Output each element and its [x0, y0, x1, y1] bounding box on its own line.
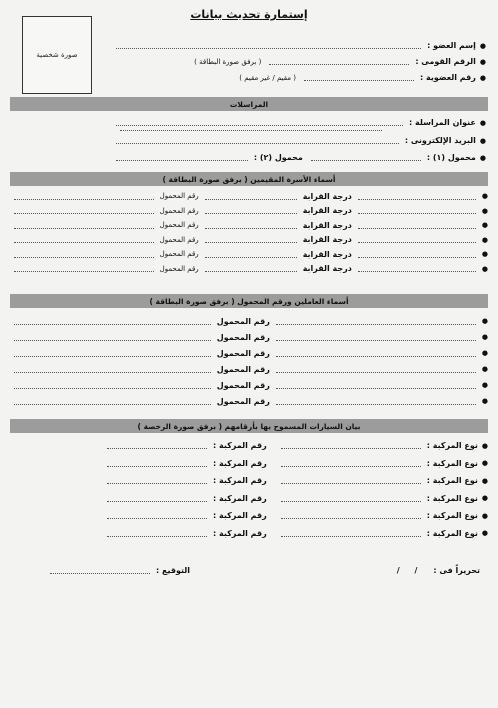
car-plate-field[interactable] [107, 518, 207, 519]
mobile-label: رقم المحمول [159, 221, 199, 230]
worker-name-field[interactable] [276, 356, 476, 357]
relation-label: درجة القرابة [302, 235, 352, 245]
bullet-icon: ● [479, 153, 486, 162]
bullet-icon: ● [479, 41, 486, 50]
relation-field[interactable] [205, 199, 297, 200]
relation-field[interactable] [205, 271, 297, 272]
mobile-label: رقم المحمول [159, 264, 199, 273]
address-label: عنوان المراسلة : [408, 118, 476, 127]
address-field[interactable] [116, 125, 403, 126]
car-type-field[interactable] [281, 518, 421, 519]
car-row [14, 472, 488, 490]
car-row [14, 507, 488, 525]
signature-label: التوقيع : [156, 566, 190, 575]
bullet-icon: ● [481, 235, 488, 244]
name-label: إسم العضو : [427, 41, 476, 50]
bullet-icon: ● [479, 57, 486, 66]
family-title: أسماء الأسرة المقيمين ( برفق صورة البطاقة ) [162, 174, 336, 184]
relation-field[interactable] [205, 213, 297, 214]
car-row [14, 455, 488, 473]
address-line2[interactable] [120, 130, 382, 131]
membership-field[interactable] [304, 80, 414, 81]
worker-mobile-field[interactable] [14, 356, 211, 357]
car-type-label: نوع المركبة : [426, 458, 478, 468]
membership-note: ( مقيم / غير مقيم ) [239, 73, 296, 82]
national-id-label: الرقم القومى : [415, 57, 476, 66]
worker-mobile-label: رقم المحمول [216, 348, 270, 358]
bullet-icon: ● [481, 511, 488, 520]
worker-mobile-label: رقم المحمول [216, 364, 270, 374]
mobile-row [116, 153, 486, 162]
car-row [14, 437, 488, 455]
email-field[interactable] [116, 143, 399, 144]
mobile2-label: محمول (٢) : [253, 153, 303, 162]
worker-row [14, 329, 488, 345]
relation-label: درجة القرابة [302, 191, 352, 201]
correspondence-title: المراسلات [229, 99, 269, 109]
worker-row [14, 313, 488, 329]
family-name-field[interactable] [358, 242, 476, 243]
car-plate-field[interactable] [107, 501, 207, 502]
family-row [14, 262, 488, 277]
mobile-field[interactable] [14, 242, 154, 243]
car-row [14, 525, 488, 543]
date-row [397, 566, 480, 575]
national-id-note: ( برفق صورة البطاقة ) [194, 57, 262, 66]
signature-row [50, 566, 190, 575]
family-name-field[interactable] [358, 199, 476, 200]
mobile1-label: محمول (١) : [426, 153, 476, 162]
car-type-label: نوع المركبة : [426, 493, 478, 503]
worker-row [14, 393, 488, 409]
cars-title: بيان السيارات المسموح بها بأرقامهم ( برفق صورة الرخصة ) [137, 421, 361, 431]
correspondence-section-bar [10, 97, 488, 111]
mobile-label: رقم المحمول [159, 250, 199, 259]
relation-field[interactable] [205, 242, 297, 243]
car-type-field[interactable] [281, 466, 421, 467]
car-type-label: نوع المركبة : [426, 476, 478, 486]
car-type-label: نوع المركبة : [426, 528, 478, 538]
relation-label: درجة القرابة [302, 249, 352, 259]
worker-mobile-field[interactable] [14, 340, 211, 341]
worker-mobile-field[interactable] [14, 324, 211, 325]
family-name-field[interactable] [358, 213, 476, 214]
car-row [14, 490, 488, 508]
car-type-field[interactable] [281, 536, 421, 537]
bullet-icon: ● [481, 349, 488, 357]
bullet-icon: ● [479, 118, 486, 127]
family-name-field[interactable] [358, 271, 476, 272]
bullet-icon: ● [481, 206, 488, 215]
mobile-label: رقم المحمول [159, 192, 199, 201]
workers-section-bar [10, 294, 488, 308]
form-title: إستمارة تحديث بيانات [190, 8, 308, 21]
workers-list [14, 313, 488, 409]
car-plate-label: رقم المركبة : [213, 441, 267, 451]
workers-title: أسماء العاملين ورقم المحمول ( برفق صورة البطاقة ) [149, 296, 349, 306]
mobile-label: رقم المحمول [159, 235, 199, 244]
car-type-field[interactable] [281, 448, 421, 449]
bullet-icon: ● [481, 476, 488, 485]
family-name-field[interactable] [358, 228, 476, 229]
name-row [116, 41, 486, 50]
car-plate-field[interactable] [107, 448, 207, 449]
bullet-icon: ● [481, 459, 488, 468]
car-plate-label: رقم المركبة : [213, 528, 267, 538]
bullet-icon: ● [479, 73, 486, 82]
family-row [14, 204, 488, 219]
mobile-field[interactable] [14, 257, 154, 258]
family-section-bar [10, 172, 488, 186]
bullet-icon: ● [481, 529, 488, 538]
relation-label: درجة القرابة [302, 264, 352, 274]
worker-row [14, 377, 488, 393]
bullet-icon: ● [481, 365, 488, 373]
car-type-label: نوع المركبة : [426, 511, 478, 521]
signature-field[interactable] [50, 573, 150, 574]
relation-field[interactable] [205, 257, 297, 258]
car-plate-field[interactable] [107, 483, 207, 484]
car-plate-label: رقم المركبة : [213, 511, 267, 521]
national-id-field[interactable] [269, 64, 409, 65]
relation-label: درجة القرابة [302, 220, 352, 230]
worker-mobile-label: رقم المحمول [216, 396, 270, 406]
worker-name-field[interactable] [276, 340, 476, 341]
mobile-field[interactable] [14, 271, 154, 272]
relation-field[interactable] [205, 228, 297, 229]
cars-section-bar [10, 419, 488, 433]
mobile2-field[interactable] [116, 160, 248, 161]
worker-mobile-field[interactable] [14, 372, 211, 373]
car-plate-label: رقم المركبة : [213, 493, 267, 503]
car-plate-field[interactable] [107, 466, 207, 467]
family-name-field[interactable] [358, 257, 476, 258]
worker-name-field[interactable] [276, 372, 476, 373]
family-row [14, 247, 488, 262]
worker-row [14, 345, 488, 361]
car-plate-field[interactable] [107, 536, 207, 537]
mobile-field[interactable] [14, 213, 154, 214]
mobile-field[interactable] [14, 228, 154, 229]
name-field[interactable] [116, 48, 421, 49]
family-row [14, 218, 488, 233]
worker-mobile-label: رقم المحمول [216, 332, 270, 342]
bullet-icon: ● [481, 192, 488, 201]
family-row [14, 233, 488, 248]
worker-mobile-field[interactable] [14, 388, 211, 389]
membership-label: رقم العضوية : [419, 73, 476, 82]
car-type-label: نوع المركبة : [426, 441, 478, 451]
worker-name-field[interactable] [276, 324, 476, 325]
email-row [116, 136, 486, 145]
photo-label: صورة شخصية [36, 51, 78, 59]
car-type-field[interactable] [281, 501, 421, 502]
cars-list [14, 437, 488, 542]
address-row [116, 118, 486, 127]
membership-row [116, 73, 486, 82]
worker-name-field[interactable] [276, 404, 476, 405]
worker-mobile-field[interactable] [14, 404, 211, 405]
bullet-icon: ● [481, 317, 488, 325]
photo-box[interactable] [22, 16, 92, 94]
bullet-icon: ● [481, 494, 488, 503]
mobile-label: رقم المحمول [159, 206, 199, 215]
national-id-row [116, 57, 486, 66]
relation-label: درجة القرابة [302, 206, 352, 216]
family-list [14, 189, 488, 276]
mobile-field[interactable] [14, 199, 154, 200]
date-field[interactable]: / / [396, 566, 424, 575]
bullet-icon: ● [479, 136, 486, 145]
car-plate-label: رقم المركبة : [213, 476, 267, 486]
bullet-icon: ● [481, 264, 488, 273]
family-row [14, 189, 488, 204]
bullet-icon: ● [481, 381, 488, 389]
worker-mobile-label: رقم المحمول [216, 380, 270, 390]
car-type-field[interactable] [281, 483, 421, 484]
worker-mobile-label: رقم المحمول [216, 316, 270, 326]
email-label: البريد الإلكترونى : [404, 136, 476, 145]
mobile1-field[interactable] [311, 160, 421, 161]
bullet-icon: ● [481, 397, 488, 405]
car-plate-label: رقم المركبة : [213, 458, 267, 468]
bullet-icon: ● [481, 441, 488, 450]
date-label: تحريراً فى : [433, 566, 480, 575]
worker-row [14, 361, 488, 377]
worker-name-field[interactable] [276, 388, 476, 389]
bullet-icon: ● [481, 250, 488, 259]
bullet-icon: ● [481, 333, 488, 341]
bullet-icon: ● [481, 221, 488, 230]
